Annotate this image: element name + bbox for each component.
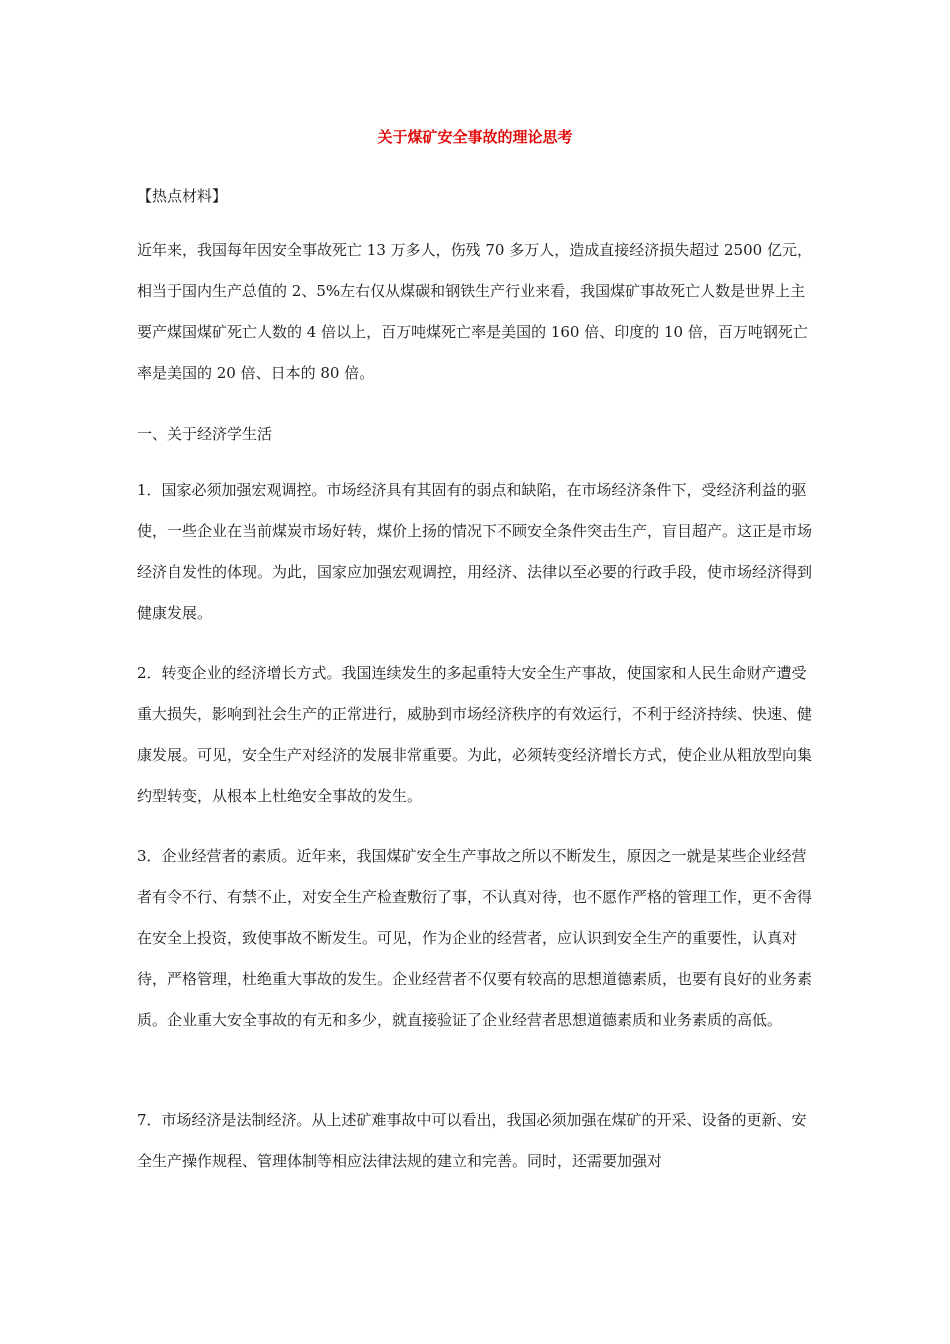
paragraph-point-7: 7．市场经济是法制经济。从上述矿难事故中可以看出，我国必须加强在煤矿的开采、设备的更新、安全生产操作规程、管理体制等相应法律法规的建立和完善。同时，还需要加强对 — [137, 1111, 807, 1170]
paragraph-point-1: 1．国家必须加强宏观调控。市场经济具有其固有的弱点和缺陷，在市场经济条件下，受经济利益的驱使，一些企业在当前煤炭市场好转，煤价上扬的情况下不顾安全条件突击生产，盲目超产。这正是市场经济自发性的体现。为此，国家应加强宏观调控，用经济、法律以至必要的行政手段，使市场经济得到健康发展。 — [137, 481, 813, 622]
section-heading-economics: 一、关于经济学生活 — [137, 425, 273, 443]
paragraph-intro: 近年来，我国每年因安全事故死亡 13 万多人，伤残 70 多万人，造成直接经济损失超过 2500 亿元，相当于国内生产总值的 2、5%左右仅从煤碳和钢铁生产行业来看，我国煤矿事故死亡人数是世界上主要产煤国煤矿死亡人数的 4 倍以上，百万吨煤死亡率是美国的 160 倍、印度的 10 倍，百万吨钢死亡率是美国的 20 倍、日本的 80 倍。 — [137, 241, 812, 382]
section-heading-hot-material: 【热点材料】 — [137, 187, 228, 205]
document-title: 关于煤矿安全事故的理论思考 — [377, 128, 573, 146]
paragraph-point-2: 2．转变企业的经济增长方式。我国连续发生的多起重特大安全生产事故，使国家和人民生命财产遭受重大损失，影响到社会生产的正常进行，威胁到市场经济秩序的有效运行，不利于经济持续、快速、健康发展。可见，安全生产对经济的发展非常重要。为此，必须转变经济增长方式，使企业从粗放型向集约型转变，从根本上杜绝安全事故的发生。 — [137, 664, 813, 805]
paragraph-point-3: 3．企业经营者的素质。近年来，我国煤矿安全生产事故之所以不断发生，原因之一就是某些企业经营者有令不行、有禁不止，对安全生产检查敷衍了事，不认真对待，也不愿作严格的管理工作，更不舍得在安全上投资，致使事故不断发生。可见，作为企业的经营者，应认识到安全生产的重要性，认真对待，严格管理，杜绝重大事故的发生。企业经营者不仅要有较高的思想道德素质，也要有良好的业务素质。企业重大安全事故的有无和多少，就直接验证了企业经营者思想道德素质和业务素质的高低。 — [137, 847, 813, 1029]
